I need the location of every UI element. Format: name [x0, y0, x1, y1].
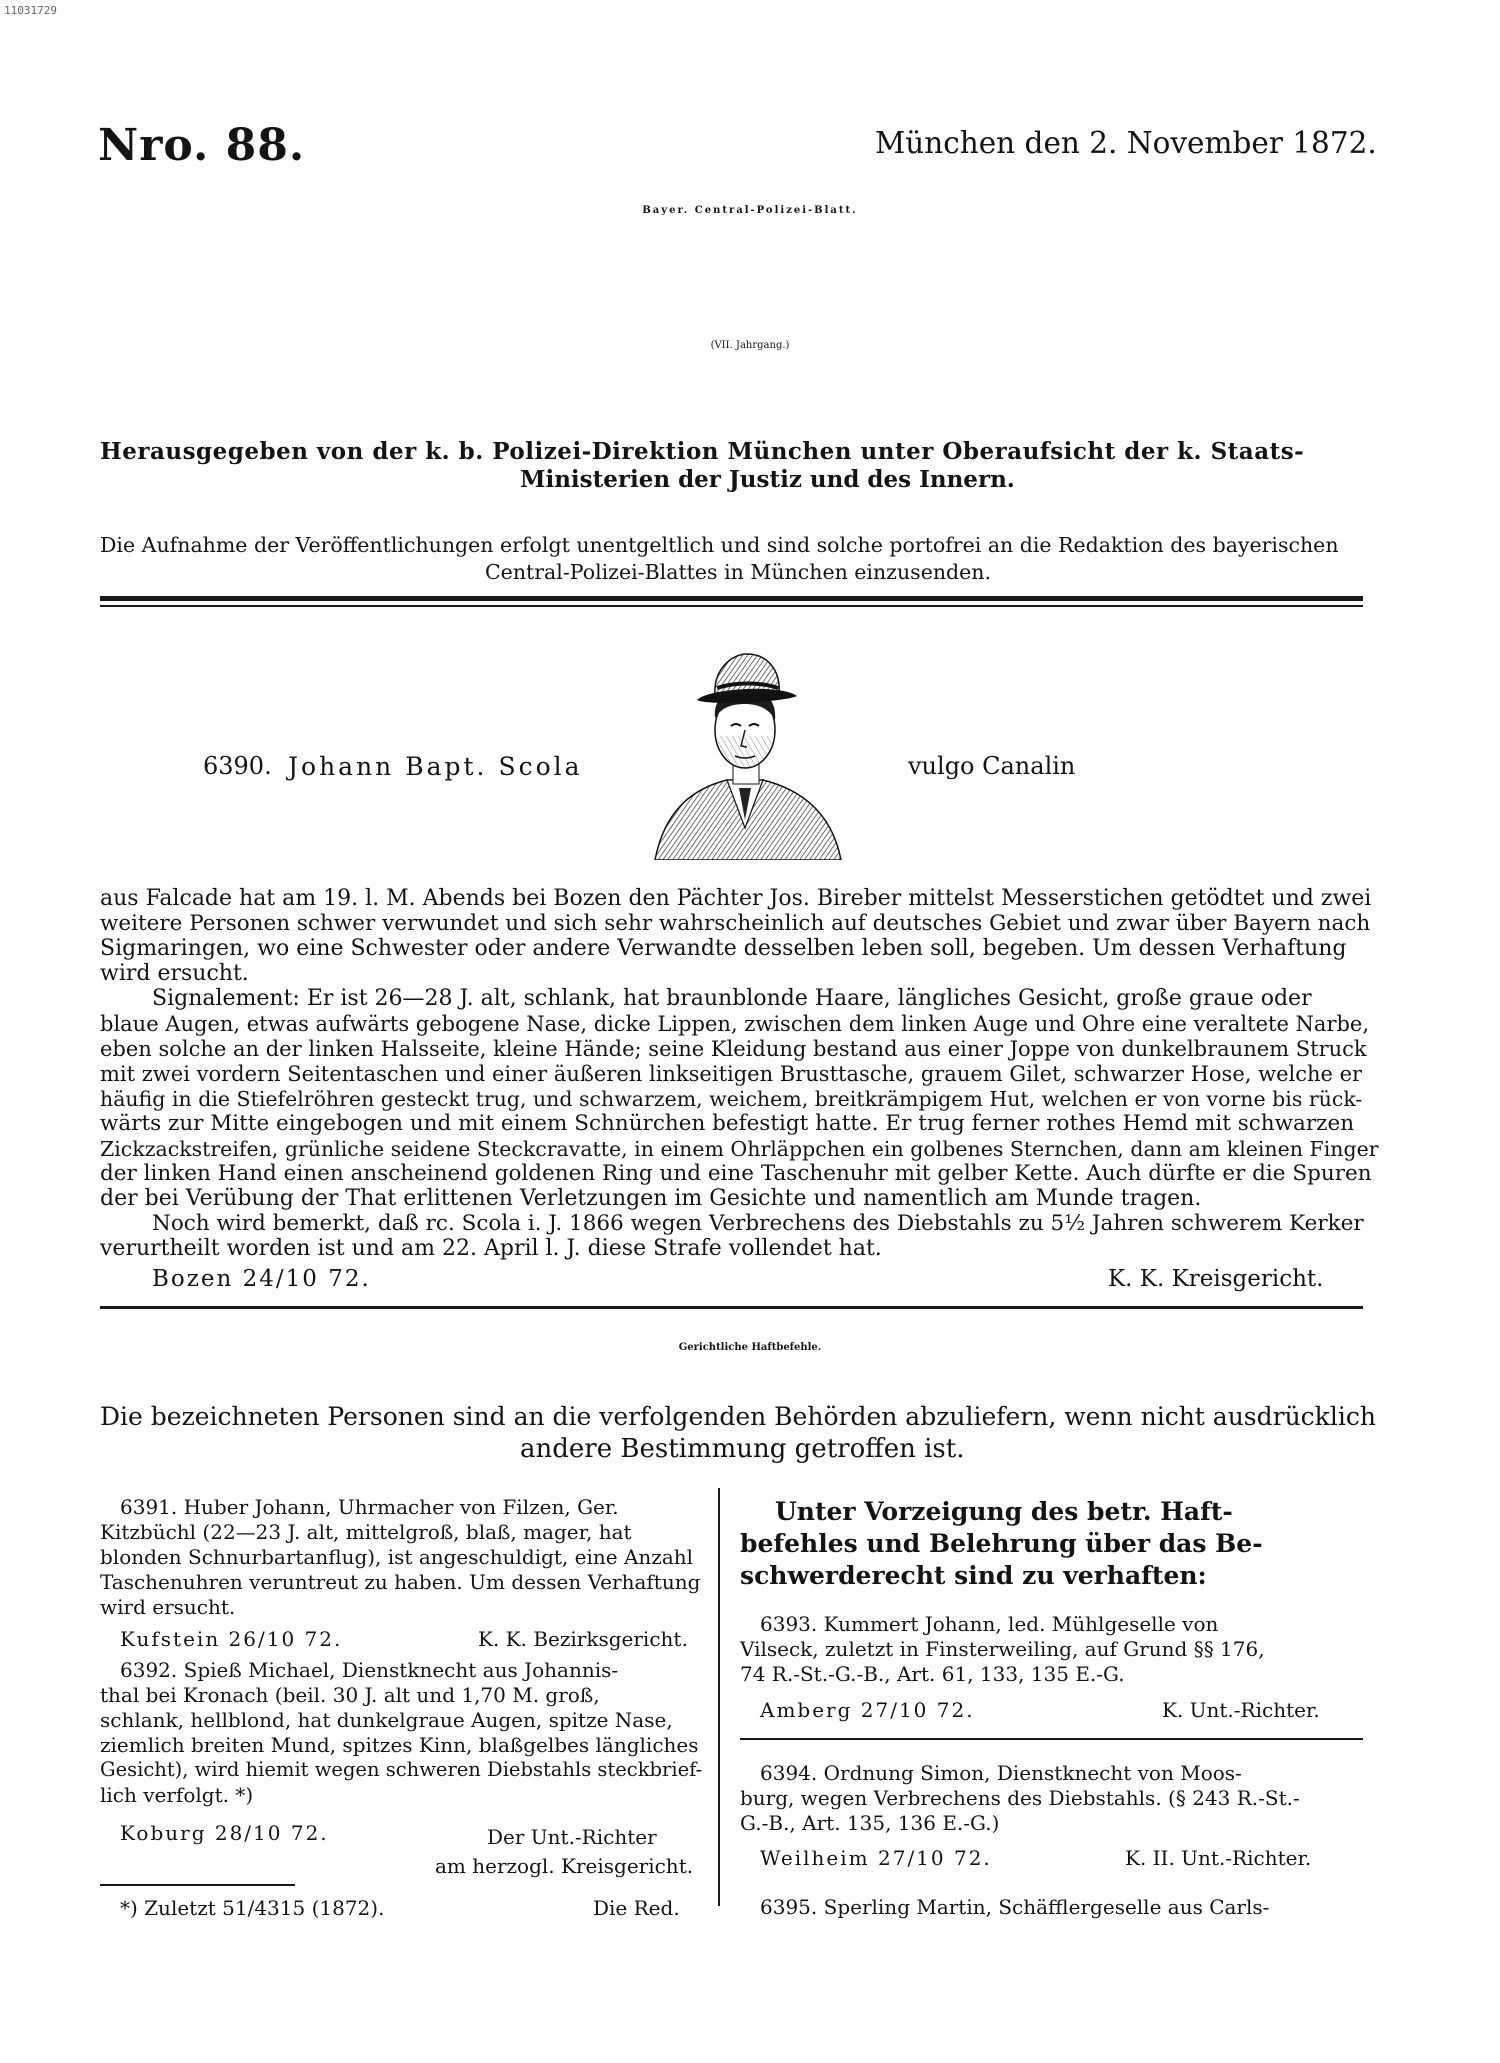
masthead-title: Bayer. Central-Polizei-Blatt. — [642, 205, 858, 216]
footnote-rule — [100, 1884, 295, 1886]
entry-6392-line: ziemlich breiten Mund, spitzes Kinn, blaßgelbes längliches — [100, 1733, 699, 1757]
footnote: *) Zuletzt 51/4315 (1872). — [120, 1896, 385, 1920]
right-rule — [740, 1738, 1363, 1740]
entry-6392-line: schlank, hellblond, hat dunkelgraue Augen, spitze Nase, — [100, 1708, 673, 1732]
entry-6391-line: 6391. Huber Johann, Uhrmacher von Filzen, Ger. — [120, 1495, 619, 1519]
body-line: Signalement: Er ist 26—28 J. alt, schlank, hat braunblonde Haare, längliches Gesicht, große graue oder — [152, 986, 1312, 1011]
entry-6393-sign-place: Amberg 27/10 72. — [760, 1698, 975, 1722]
body-line: blaue Augen, etwas aufwärts gebogene Nase, dicke Lippen, zwischen dem linken Auge und Ohre eine veraltete Narbe, — [100, 1012, 1370, 1036]
entry-6394-line: 6394. Ordnung Simon, Dienstknecht von Moos- — [760, 1761, 1242, 1785]
entry-6390-name: Johann Bapt. Scola — [288, 752, 583, 781]
entry-6392-line: thal bei Kronach (beil. 30 J. alt und 1,70 M. groß, — [100, 1683, 600, 1707]
body-line: mit zwei vordern Seitentaschen und einer äußeren linkseitigen Brusttasche, grauem Gilet, schwarzer Hose, welche er — [100, 1062, 1363, 1086]
body-line: verurtheilt worden ist und am 22. April l. J. diese Strafe vollendet hat. — [100, 1236, 882, 1261]
entry-6394-line: burg, wegen Verbrechens des Diebstahls. (§ 243 R.-St.- — [740, 1786, 1300, 1810]
entry-6391-line: blonden Schnurbartanflug), ist angeschuldigt, eine Anzahl — [100, 1545, 694, 1569]
entry-6394-sign-authority: K. II. Unt.-Richter. — [1125, 1846, 1312, 1870]
entry-6393-line: Vilseck, zuletzt in Finsterweiling, auf Grund §§ 176, — [740, 1637, 1265, 1661]
header-rule-thick — [100, 596, 1363, 601]
issue-number: Nro. 88. — [98, 120, 306, 171]
entry-6390-number: 6390. — [203, 752, 272, 780]
section-heading: Gerichtliche Haftbefehle. — [678, 1342, 822, 1353]
publisher-line-2: Ministerien der Justiz und des Innern. — [520, 466, 1015, 493]
entry-6390-sign-place: Bozen 24/10 72. — [152, 1266, 371, 1292]
right-heading-line-2: befehles und Belehrung über das Be- — [740, 1529, 1263, 1558]
body-line: der linken Hand einen anscheinend goldenen Ring und eine Taschenuhr mit gelber Kette. Auch dürfte er die Spuren — [100, 1161, 1372, 1186]
right-heading-line-3: schwerderecht sind zu verhaften: — [740, 1561, 1207, 1590]
right-heading-line-1: Unter Vorzeigung des betr. Haft- — [775, 1497, 1233, 1526]
column-divider — [718, 1488, 720, 1906]
entry-6392-line: 6392. Spieß Michael, Dienstknecht aus Johannis- — [120, 1658, 619, 1682]
body-line: eben solche an der linken Halsseite, kleine Hände; seine Kleidung bestand aus einer Joppe von dunkelbraunem Struck — [100, 1037, 1367, 1061]
entry-6393-line: 6393. Kummert Johann, led. Mühlgeselle von — [760, 1612, 1219, 1636]
body-line: weitere Personen schwer verwundet und sich sehr wahrscheinlich auf deutsches Gebiet und zwar über Bayern nach — [100, 911, 1371, 936]
footnote-sign: Die Red. — [593, 1896, 680, 1920]
entry-6391-line: Kitzbüchl (22—23 J. alt, mittelgroß, blaß, mager, hat — [100, 1520, 632, 1544]
entry-6394-line: G.-B., Art. 135, 136 E.-G.) — [740, 1811, 1000, 1835]
place-date: München den 2. November 1872. — [875, 126, 1377, 160]
entry-6393-line: 74 R.-St.-G.-B., Art. 61, 133, 135 E.-G. — [740, 1662, 1125, 1686]
entry-6392-line: lich verfolgt. *) — [100, 1783, 254, 1807]
entry-6390-sign-authority: K. K. Kreisgericht. — [1108, 1266, 1324, 1292]
body-line: Noch wird bemerkt, daß rc. Scola i. J. 1866 wegen Verbrechens des Diebstahls zu 5½ Jahren schwerem Kerker — [152, 1211, 1364, 1236]
body-line: Sigmaringen, wo eine Schwester oder andere Verwandte desselben leben soll, begeben. Um dessen Verhaftung — [100, 936, 1347, 961]
notice-line-2: Central-Polizei-Blattes in München einzusenden. — [485, 560, 992, 584]
body-line: wärts zur Mitte eingebogen und mit einem Schnürchen befestigt hatte. Er trug ferner rothes Hemd mit schwarzen — [100, 1111, 1355, 1136]
notice-line-1: Die Aufnahme der Veröffentlichungen erfolgt unentgeltlich und sind solche portofrei an die Redaktion des bayerischen — [100, 533, 1339, 557]
volume: (VII. Jahrgang.) — [710, 340, 790, 351]
body-line: der bei Verübung der That erlittenen Verletzungen im Gesichte und namentlich am Munde tragen. — [100, 1186, 1202, 1211]
catalog-id: 11031729 — [4, 4, 57, 17]
header-rule-thin — [100, 605, 1363, 607]
body-line: häufig in die Stiefelröhren gesteckt trug, und schwarzem, weichem, breitkrämpigem Hut, welchen er von vorne bis rück- — [100, 1087, 1363, 1111]
entry-6391-sign-place: Kufstein 26/10 72. — [120, 1627, 343, 1651]
entry-6390-alias: vulgo Canalin — [908, 752, 1076, 780]
entry-6391-sign-authority: K. K. Bezirksgericht. — [478, 1627, 688, 1651]
entry-6391-line: Taschenuhren veruntreut zu haben. Um dessen Verhaftung — [100, 1570, 701, 1594]
section-intro-line-2: andere Bestimmung getroffen ist. — [520, 1434, 965, 1464]
section-rule — [100, 1306, 1363, 1309]
portrait-image — [635, 648, 855, 860]
entry-6393-sign-authority: K. Unt.-Richter. — [1162, 1698, 1320, 1722]
entry-6392-line: Gesicht), wird hiemit wegen schweren Diebstahls steckbrief- — [100, 1758, 703, 1781]
entry-6394-sign-place: Weilheim 27/10 72. — [760, 1846, 992, 1870]
entry-6392-sign-authority-2: am herzogl. Kreisgericht. — [435, 1854, 694, 1878]
entry-6395-line: 6395. Sperling Martin, Schäfflergeselle aus Carls- — [760, 1895, 1270, 1919]
body-line: Zickzackstreifen, grünliche seidene Steckcravatte, in einem Ohrläppchen ein golbenes Sternchen, dann am kleinen Finger — [100, 1137, 1379, 1161]
section-intro-line-1: Die bezeichneten Personen sind an die verfolgenden Behörden abzuliefern, wenn nicht ausdrücklich — [100, 1402, 1376, 1431]
entry-6392-sign-place: Koburg 28/10 72. — [120, 1821, 329, 1845]
entry-6392-sign-authority-1: Der Unt.-Richter — [487, 1825, 657, 1849]
entry-6391-line: wird ersucht. — [100, 1595, 236, 1619]
body-line: aus Falcade hat am 19. l. M. Abends bei Bozen den Pächter Jos. Bireber mittelst Messerstichen getödtet und zwei — [100, 886, 1372, 911]
publisher-line-1: Herausgegeben von der k. b. Polizei-Direktion München unter Oberaufsicht der k. Staats- — [100, 438, 1305, 465]
body-line: wird ersucht. — [100, 961, 249, 986]
